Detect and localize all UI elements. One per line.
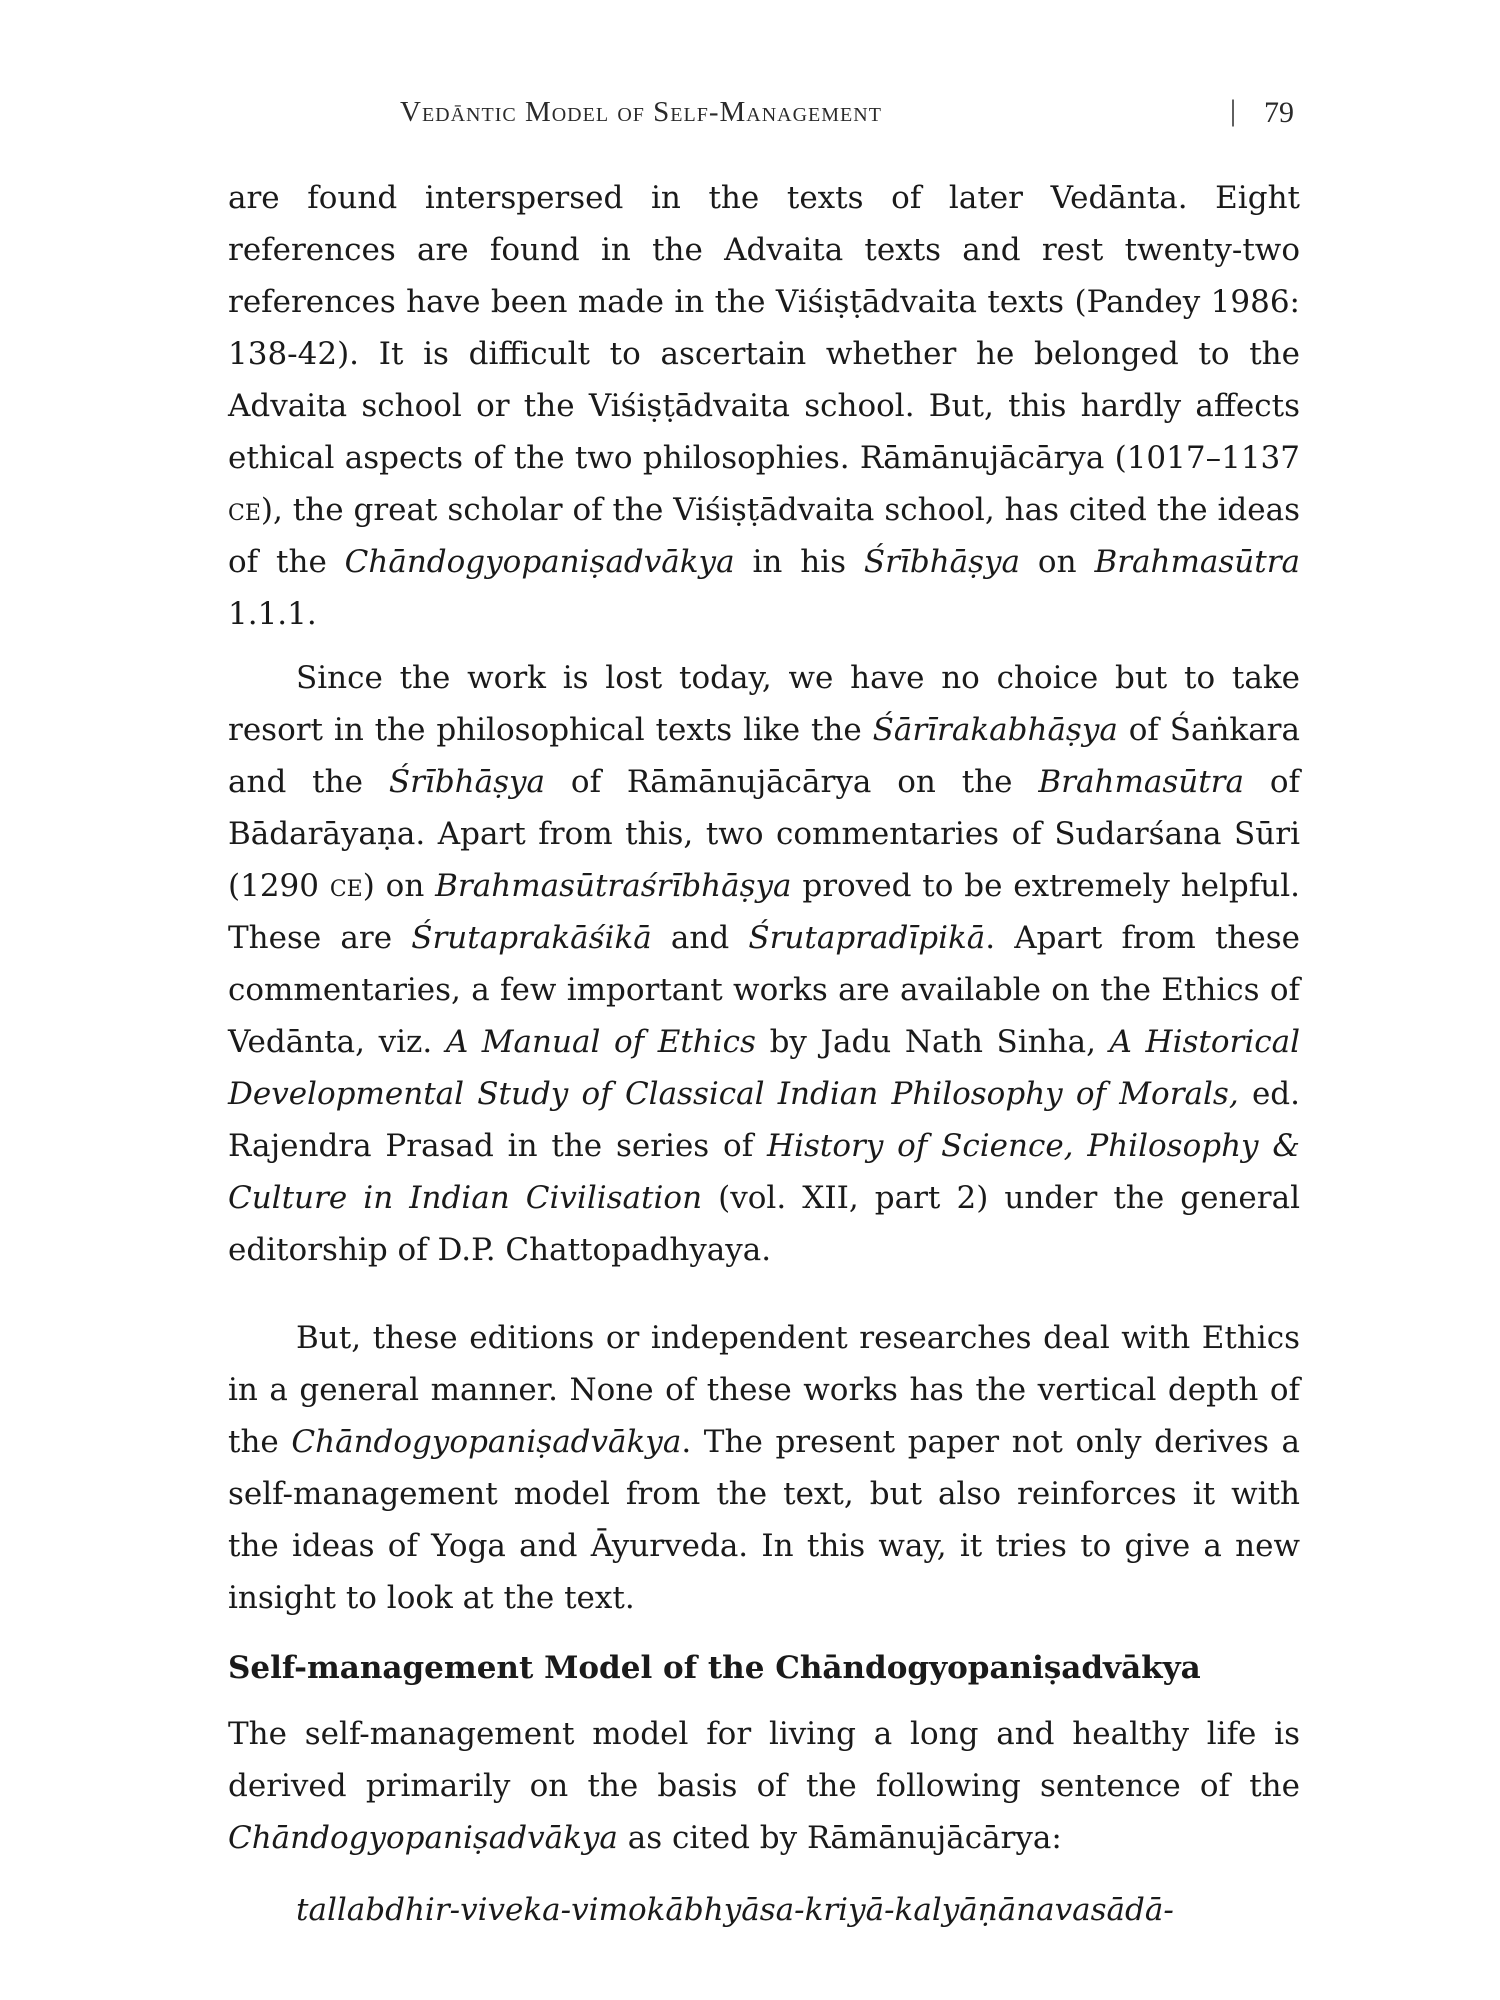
text-run: . Apart from these commentaries, a few important works are available on the Ethics of Vedānta, viz. (228, 920, 1301, 1060)
italic-title: A Historical Developmental Study of Classical Indian Philosophy of Morals, (228, 1024, 1301, 1112)
paragraph-1 (228, 172, 1300, 640)
sanskrit-quote: tallabdhir-viveka-vimokābhyāsa-kriyā-kalyāṇānavasādā- (296, 1892, 1174, 1928)
text-run: ed. Rajendra Prasad in the series of (228, 1076, 1300, 1164)
running-head-separator: | (1230, 94, 1238, 127)
page-number: 79 (1264, 96, 1294, 129)
italic-title: Chāndogyopaniṣadvākya (291, 1424, 682, 1460)
text-run: of Bādarāyaṇa. Apart from this, two commentaries of Sudarśana Sūri (1290 (228, 764, 1300, 904)
running-head (400, 96, 1300, 136)
text-run: ) on (362, 868, 436, 904)
italic-title: Brahmasūtraśrībhāṣya (435, 868, 792, 904)
text-run: . The present paper not only derives a self-management model from the text, but also reinforces it with the ideas of Yoga and Āyurveda. In this way, it tries to give a new insight to look at the text. (228, 1424, 1300, 1616)
italic-title: History of Science, Philosophy & Culture in Indian Civilisation (228, 1128, 1300, 1216)
text-run: proved to be extremely helpful. These are (228, 868, 1300, 956)
paragraph-2 (228, 652, 1300, 1276)
text-run: on (1020, 544, 1095, 580)
italic-title: Chāndogyopaniṣadvākya (344, 544, 735, 580)
italic-title: Śārīrakabhāṣya (872, 712, 1118, 748)
era-abbrev: ce (329, 868, 363, 904)
text-run: as cited by Rāmānujācārya: (617, 1820, 1062, 1856)
italic-title: Śrībhāṣya (863, 544, 1021, 580)
paragraph-4 (228, 1708, 1300, 1864)
italic-title: Brahmasūtra (1094, 544, 1300, 580)
text-run: by Jadu Nath Sinha, (755, 1024, 1110, 1060)
text-run: The self-management model for living a long and healthy life is derived primarily on the basis of the following sentence of the (228, 1716, 1300, 1804)
text-run: in his (734, 544, 864, 580)
section-heading: Self-management Model of the Chāndogyopaniṣadvākya (228, 1650, 1201, 1686)
running-title: Vedāntic Model of Self-Management (400, 96, 882, 128)
italic-title: Śrutaprakāśikā (411, 920, 652, 956)
text-run: of Śaṅkara and the (228, 712, 1300, 800)
paragraph-3 (228, 1312, 1300, 1624)
text-run: (vol. XII, part 2) under the general editorship of D.P. Chattopadhyaya. (228, 1180, 1300, 1268)
italic-title: A Manual of Ethics (445, 1024, 756, 1060)
text-run: are found interspersed in the texts of later Vedānta. Eight references are found in the Advaita texts and rest twenty-two references have been made in the Viśiṣṭādvaita texts (Pandey 1986: 138-42). It is difficult to ascertain whether he belonged to the Advaita school or the Viśiṣṭādvaita school. But, this hardly affects ethical aspects of the two philosophies. Rāmānujācārya (1017–1137 (228, 180, 1300, 476)
text-run: But, these editions or independent researches deal with Ethics in a general manner. None of these works has the vertical depth of the (228, 1320, 1300, 1460)
italic-title: Śrutapradīpikā (748, 920, 986, 956)
text-run: 1.1.1. (228, 596, 317, 632)
text-run: of Rāmānujācārya on the (545, 764, 1039, 800)
italic-title: Brahmasūtra (1038, 764, 1244, 800)
text-run: ), the great scholar of the Viśiṣṭādvaita school, has cited the ideas of the (228, 492, 1300, 580)
italic-title: Śrībhāṣya (388, 764, 546, 800)
text-run: Since the work is lost today, we have no choice but to take resort in the philosophical texts like the (228, 660, 1300, 748)
italic-title: Chāndogyopaniṣadvākya (228, 1820, 618, 1856)
era-abbrev: ce (228, 492, 261, 528)
text-run: and (651, 920, 749, 956)
